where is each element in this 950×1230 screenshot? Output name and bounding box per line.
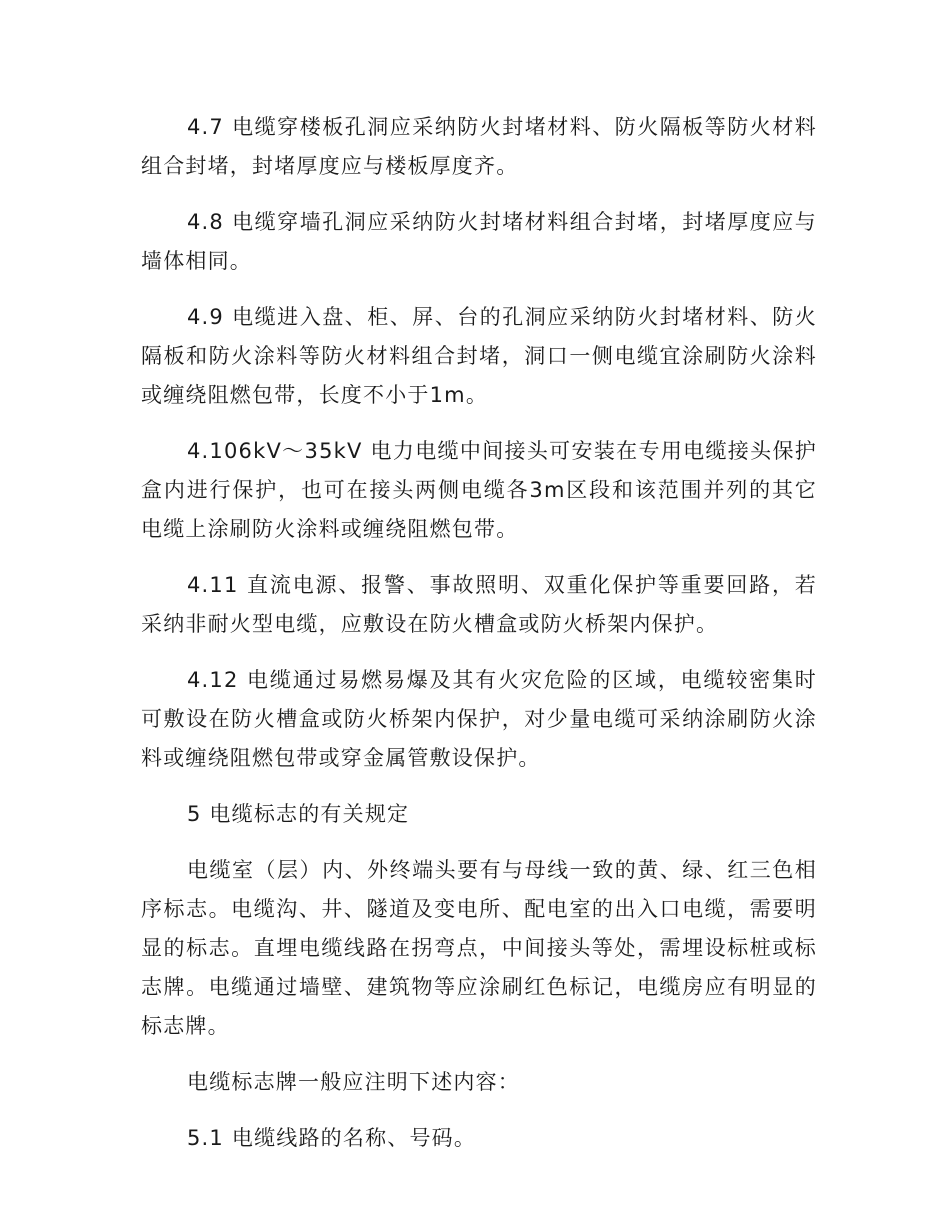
paragraph-cable-markings: 电缆室（层）内、外终端头要有与母线一致的黄、绿、红三色相序标志。电缆沟、井、隧道及变电所、配电室的出入口电缆，需要明显的标志。直埋电缆线路在拐弯点，中间接头等处，需埋设标桩或标志牌。电缆通过墙壁、建筑物等应涂刷红色标记，电缆房应有明显的标志牌。 — [141, 858, 817, 1038]
document-body — [141, 108, 817, 1158]
paragraph-4-12: 4.12 电缆通过易燃易爆及其有火灾危险的区域，电缆较密集时可敷设在防火槽盒或防火桥架内保护，对少量电缆可采纳涂刷防火涂料或缠绕阻燃包带或穿金属管敷设保护。 — [141, 668, 817, 770]
paragraph-5-1: 5.1 电缆线路的名称、号码。 — [187, 1126, 477, 1150]
paragraph-4-8: 4.8 电缆穿墙孔洞应采纳防火封堵材料组合封堵，封堵厚度应与墙体相同。 — [141, 210, 817, 273]
paragraph-4-7: 4.7 电缆穿楼板孔洞应采纳防火封堵材料、防火隔板等防火材料组合封堵，封堵厚度应与楼板厚度齐。 — [141, 115, 817, 178]
paragraph-label-contents: 电缆标志牌一般应注明下述内容： — [187, 1070, 520, 1094]
paragraph-4-11: 4.11 直流电源、报警、事故照明、双重化保护等重要回路，若采纳非耐火型电缆，应敷设在防火槽盒或防火桥架内保护。 — [141, 573, 817, 636]
section-heading-5: 5 电缆标志的有关规定 — [187, 802, 410, 826]
paragraph-4-9: 4.9 电缆进入盘、柜、屏、台的孔洞应采纳防火封堵材料、防火隔板和防火涂料等防火材料组合封堵，洞口一侧电缆宜涂刷防火涂料或缠绕阻燃包带，长度不小于1m。 — [141, 305, 817, 407]
paragraph-4-10: 4.106kV～35kV 电力电缆中间接头可安装在专用电缆接头保护盒内进行保护，也可在接头两侧电缆各3m区段和该范围并列的其它电缆上涂刷防火涂料或缠绕阻燃包带。 — [141, 439, 817, 541]
